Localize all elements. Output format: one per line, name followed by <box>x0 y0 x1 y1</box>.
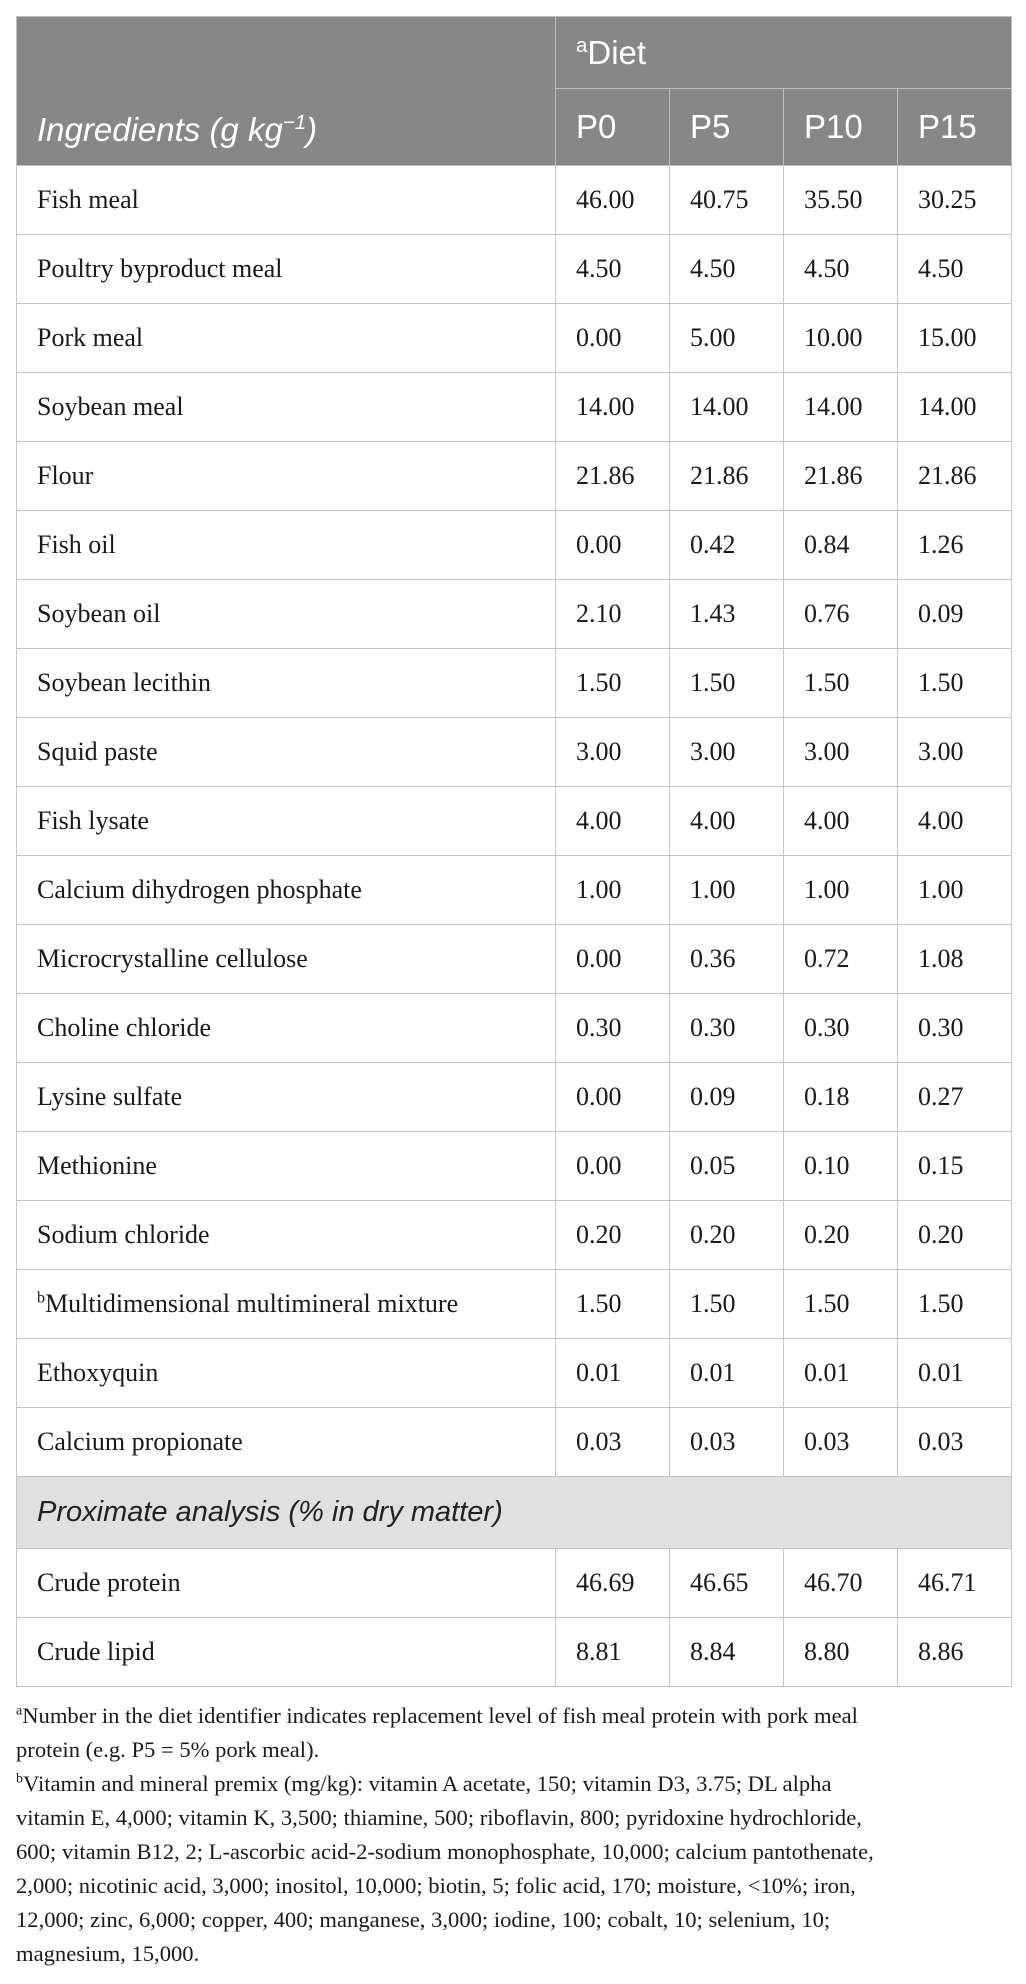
footnote-text: Number in the diet identifier indicates replacement level of fish meal protein with pork meal <box>22 1703 858 1728</box>
table-footnotes <box>16 1699 1010 1971</box>
table-row <box>17 166 1012 235</box>
value-cell-p5: 4.00 <box>670 787 784 856</box>
table-row <box>17 235 1012 304</box>
table-row <box>17 718 1012 787</box>
ingredient-name-cell <box>17 304 556 373</box>
value-cell-p5: 8.84 <box>670 1618 784 1687</box>
value-cell-p0: 0.30 <box>556 994 670 1063</box>
footnote-text: Vitamin and mineral premix (mg/kg): vitamin A acetate, 150; vitamin D3, 3.75; DL alpha <box>23 1771 832 1796</box>
value-cell-p10: 0.72 <box>784 925 898 994</box>
value-cell-p5: 0.42 <box>670 511 784 580</box>
value-cell-p15: 30.25 <box>898 166 1012 235</box>
value-cell-p5: 0.03 <box>670 1408 784 1477</box>
value-cell-p0: 0.01 <box>556 1339 670 1408</box>
value-cell-p10: 0.18 <box>784 1063 898 1132</box>
table-row <box>17 511 1012 580</box>
value-cell-p10: 0.01 <box>784 1339 898 1408</box>
value-cell-p0: 1.50 <box>556 649 670 718</box>
table-container <box>16 16 1010 1971</box>
ingredient-name: Microcrystalline cellulose <box>37 944 308 973</box>
table-header <box>17 17 1012 166</box>
footnote-marker: b <box>16 1771 23 1787</box>
table-row <box>17 304 1012 373</box>
footnote-line <box>16 1869 1010 1903</box>
ingredient-name-cell <box>17 511 556 580</box>
ingredient-name-cell <box>17 166 556 235</box>
value-cell-p0: 3.00 <box>556 718 670 787</box>
footnote-marker: b <box>37 1289 46 1307</box>
value-cell-p5: 3.00 <box>670 718 784 787</box>
column-header-p15: P15 <box>898 89 1012 166</box>
ingredient-name-cell <box>17 649 556 718</box>
value-cell-p15: 1.26 <box>898 511 1012 580</box>
footnote-text: magnesium, 15,000. <box>16 1941 200 1966</box>
footnote-line <box>16 1937 1010 1971</box>
footnote-line <box>16 1801 1010 1835</box>
ingredient-name: Lysine sulfate <box>37 1082 183 1111</box>
value-cell-p0: 4.00 <box>556 787 670 856</box>
value-cell-p5: 0.05 <box>670 1132 784 1201</box>
table-row <box>17 442 1012 511</box>
value-cell-p5: 0.01 <box>670 1339 784 1408</box>
table-row <box>17 994 1012 1063</box>
value-cell-p15: 4.00 <box>898 787 1012 856</box>
table-row <box>17 1408 1012 1477</box>
value-cell-p15: 0.30 <box>898 994 1012 1063</box>
ingredient-name-cell <box>17 373 556 442</box>
ingredient-name: Calcium dihydrogen phosphate <box>37 875 362 904</box>
table-row <box>17 1063 1012 1132</box>
ingredient-name-cell <box>17 1063 556 1132</box>
ingredient-name: Methionine <box>37 1151 157 1180</box>
value-cell-p0: 0.20 <box>556 1201 670 1270</box>
ingredient-name-cell <box>17 787 556 856</box>
ingredient-name: Poultry byproduct meal <box>37 254 283 283</box>
table-row <box>17 1339 1012 1408</box>
value-cell-p10: 10.00 <box>784 304 898 373</box>
value-cell-p15: 21.86 <box>898 442 1012 511</box>
footnote-line <box>16 1903 1010 1937</box>
ingredient-name: Fish meal <box>37 185 139 214</box>
value-cell-p15: 8.86 <box>898 1618 1012 1687</box>
value-cell-p10: 1.50 <box>784 1270 898 1339</box>
ingredient-name: Soybean lecithin <box>37 668 212 697</box>
ingredient-name: Pork meal <box>37 323 144 352</box>
ingredient-name-cell <box>17 1270 556 1339</box>
value-cell-p5: 1.43 <box>670 580 784 649</box>
value-cell-p0: 0.00 <box>556 304 670 373</box>
value-cell-p0: 8.81 <box>556 1618 670 1687</box>
diet-composition-table <box>16 16 1012 1687</box>
ingredient-name-cell <box>17 1339 556 1408</box>
ingredient-name-cell <box>17 718 556 787</box>
footnote-line <box>16 1733 1010 1767</box>
value-cell-p5: 5.00 <box>670 304 784 373</box>
ingredient-name: Soybean oil <box>37 599 161 628</box>
value-cell-p15: 15.00 <box>898 304 1012 373</box>
ingredient-name-cell <box>17 994 556 1063</box>
value-cell-p5: 40.75 <box>670 166 784 235</box>
table-row <box>17 1201 1012 1270</box>
value-cell-p5: 0.20 <box>670 1201 784 1270</box>
value-cell-p15: 14.00 <box>898 373 1012 442</box>
footnote-text: 12,000; zinc, 6,000; copper, 400; manganese, 3,000; iodine, 100; cobalt, 10; selenium, 10; <box>16 1907 831 1932</box>
value-cell-p0: 0.00 <box>556 1063 670 1132</box>
value-cell-p0: 0.03 <box>556 1408 670 1477</box>
ingredients-header-suffix: ) <box>306 111 318 148</box>
table-row <box>17 649 1012 718</box>
value-cell-p5: 0.30 <box>670 994 784 1063</box>
value-cell-p10: 3.00 <box>784 718 898 787</box>
section-row <box>17 1477 1012 1549</box>
ingredient-name: Fish lysate <box>37 806 149 835</box>
footnote-line <box>16 1835 1010 1869</box>
ingredient-name: Squid paste <box>37 737 158 766</box>
ingredient-name: Ethoxyquin <box>37 1358 159 1387</box>
ingredient-name-cell <box>17 925 556 994</box>
value-cell-p15: 0.27 <box>898 1063 1012 1132</box>
value-cell-p10: 0.03 <box>784 1408 898 1477</box>
value-cell-p10: 8.80 <box>784 1618 898 1687</box>
table-row <box>17 925 1012 994</box>
table-row <box>17 787 1012 856</box>
table-row <box>17 580 1012 649</box>
ingredients-header-exponent: −1 <box>282 111 307 134</box>
value-cell-p0: 46.69 <box>556 1549 670 1618</box>
table-body <box>17 166 1012 1687</box>
value-cell-p5: 14.00 <box>670 373 784 442</box>
value-cell-p0: 0.00 <box>556 1132 670 1201</box>
table-row <box>17 1549 1012 1618</box>
value-cell-p10: 0.30 <box>784 994 898 1063</box>
analysis-name: Crude protein <box>17 1549 556 1618</box>
value-cell-p15: 0.03 <box>898 1408 1012 1477</box>
value-cell-p10: 4.00 <box>784 787 898 856</box>
table-row <box>17 1132 1012 1201</box>
table-row <box>17 373 1012 442</box>
footnote-line <box>16 1767 1010 1801</box>
ingredient-name: Flour <box>37 461 94 490</box>
table-row <box>17 1618 1012 1687</box>
column-header-p0: P0 <box>556 89 670 166</box>
ingredient-name-cell <box>17 1201 556 1270</box>
value-cell-p10: 14.00 <box>784 373 898 442</box>
value-cell-p0: 2.10 <box>556 580 670 649</box>
value-cell-p15: 1.00 <box>898 856 1012 925</box>
ingredient-name-cell <box>17 856 556 925</box>
value-cell-p15: 1.50 <box>898 649 1012 718</box>
value-cell-p0: 4.50 <box>556 235 670 304</box>
analysis-name: Crude lipid <box>17 1618 556 1687</box>
diet-header <box>556 17 1012 89</box>
value-cell-p15: 0.09 <box>898 580 1012 649</box>
ingredient-name: Multidimensional multimineral mixture <box>45 1289 459 1318</box>
diet-footnote-marker: a <box>576 33 588 57</box>
value-cell-p5: 4.50 <box>670 235 784 304</box>
value-cell-p15: 0.15 <box>898 1132 1012 1201</box>
column-header-p5: P5 <box>670 89 784 166</box>
value-cell-p0: 1.00 <box>556 856 670 925</box>
ingredient-name: Fish oil <box>37 530 116 559</box>
ingredient-name-cell <box>17 442 556 511</box>
value-cell-p0: 21.86 <box>556 442 670 511</box>
ingredient-name-cell <box>17 1132 556 1201</box>
value-cell-p0: 0.00 <box>556 925 670 994</box>
ingredients-header-label: Ingredients (g kg <box>37 111 283 148</box>
value-cell-p10: 1.00 <box>784 856 898 925</box>
value-cell-p5: 0.36 <box>670 925 784 994</box>
proximate-analysis-heading: Proximate analysis (% in dry matter) <box>17 1477 1012 1549</box>
column-header-p10: P10 <box>784 89 898 166</box>
value-cell-p0: 14.00 <box>556 373 670 442</box>
value-cell-p15: 1.08 <box>898 925 1012 994</box>
value-cell-p10: 0.20 <box>784 1201 898 1270</box>
diet-header-label: Diet <box>587 33 647 71</box>
footnote-text: vitamin E, 4,000; vitamin K, 3,500; thiamine, 500; riboflavin, 800; pyridoxine hydrochloride, <box>16 1805 862 1830</box>
value-cell-p0: 0.00 <box>556 511 670 580</box>
ingredient-name: Calcium propionate <box>37 1427 243 1456</box>
ingredients-header <box>17 17 556 166</box>
footnote-text: protein (e.g. P5 = 5% pork meal). <box>16 1737 320 1762</box>
value-cell-p10: 0.76 <box>784 580 898 649</box>
value-cell-p5: 46.65 <box>670 1549 784 1618</box>
footnote-marker: a <box>16 1703 23 1719</box>
value-cell-p10: 35.50 <box>784 166 898 235</box>
value-cell-p5: 1.50 <box>670 1270 784 1339</box>
value-cell-p10: 0.10 <box>784 1132 898 1201</box>
ingredient-name: Sodium chloride <box>37 1220 210 1249</box>
value-cell-p10: 21.86 <box>784 442 898 511</box>
value-cell-p15: 0.20 <box>898 1201 1012 1270</box>
value-cell-p15: 1.50 <box>898 1270 1012 1339</box>
value-cell-p5: 0.09 <box>670 1063 784 1132</box>
value-cell-p10: 46.70 <box>784 1549 898 1618</box>
value-cell-p0: 46.00 <box>556 166 670 235</box>
table-row <box>17 856 1012 925</box>
value-cell-p5: 21.86 <box>670 442 784 511</box>
value-cell-p0: 1.50 <box>556 1270 670 1339</box>
value-cell-p15: 46.71 <box>898 1549 1012 1618</box>
value-cell-p10: 4.50 <box>784 235 898 304</box>
ingredient-name: Soybean meal <box>37 392 184 421</box>
ingredient-name-cell <box>17 580 556 649</box>
table-row <box>17 1270 1012 1339</box>
value-cell-p10: 0.84 <box>784 511 898 580</box>
footnote-line <box>16 1699 1010 1733</box>
value-cell-p15: 0.01 <box>898 1339 1012 1408</box>
ingredient-name: Choline chloride <box>37 1013 212 1042</box>
ingredient-name-cell <box>17 1408 556 1477</box>
ingredient-name-cell <box>17 235 556 304</box>
value-cell-p5: 1.50 <box>670 649 784 718</box>
footnote-text: 600; vitamin B12, 2; L-ascorbic acid-2-sodium monophosphate, 10,000; calcium pantothenate, <box>16 1839 874 1864</box>
value-cell-p10: 1.50 <box>784 649 898 718</box>
footnote-text: 2,000; nicotinic acid, 3,000; inositol, 10,000; biotin, 5; folic acid, 170; moisture, <10%; iron, <box>16 1873 856 1898</box>
value-cell-p15: 3.00 <box>898 718 1012 787</box>
value-cell-p15: 4.50 <box>898 235 1012 304</box>
value-cell-p5: 1.00 <box>670 856 784 925</box>
